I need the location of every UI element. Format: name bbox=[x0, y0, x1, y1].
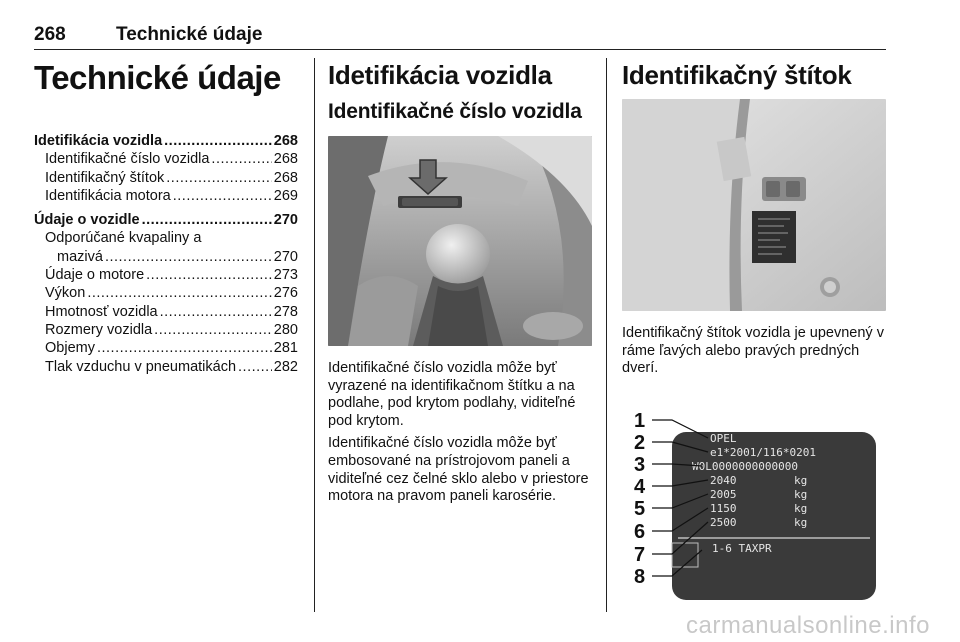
plate-column bbox=[622, 58, 886, 615]
toc-entry-label: Výkon bbox=[45, 285, 86, 302]
callout-number: 6 bbox=[634, 520, 646, 543]
toc-leader-dots bbox=[211, 150, 271, 168]
section-title: Idetifikácia vozidla bbox=[328, 60, 552, 90]
plate-text-line: 2040 bbox=[710, 473, 737, 487]
page-header bbox=[34, 22, 886, 50]
callout-number: 1 bbox=[634, 409, 646, 432]
plate-text-line: kg bbox=[794, 501, 808, 515]
page-number: 268 bbox=[34, 24, 66, 45]
toc-entry-page: 268 bbox=[273, 169, 298, 186]
toc-entry-label: Identifikácia motora bbox=[45, 187, 171, 204]
callout-number: 8 bbox=[634, 565, 646, 588]
toc-entry-label: Objemy bbox=[45, 340, 95, 357]
toc-entry-page: 278 bbox=[273, 303, 298, 320]
toc-leader-dots bbox=[97, 339, 272, 357]
toc-entry-label: Tlak vzduchu v pneumatikách bbox=[45, 358, 237, 375]
toc-entry[interactable] bbox=[34, 358, 298, 376]
toc-entry-page: 276 bbox=[273, 285, 298, 302]
toc-entry[interactable] bbox=[34, 132, 298, 150]
toc-entry-page: 270 bbox=[273, 248, 298, 265]
toc-entry[interactable] bbox=[34, 303, 298, 321]
toc-leader-dots bbox=[173, 187, 272, 205]
toc-leader-dots bbox=[105, 248, 272, 266]
toc-entry-page: 282 bbox=[273, 358, 298, 375]
callout-number: 7 bbox=[634, 543, 646, 566]
toc-entry-page: 280 bbox=[273, 321, 298, 338]
column-divider bbox=[314, 58, 315, 612]
toc-entry[interactable] bbox=[34, 187, 298, 205]
toc-entry[interactable] bbox=[34, 339, 298, 357]
toc-column bbox=[34, 58, 298, 376]
vin-paragraph-2: Identifikačné číslo vozidla môže byť embosované na prístrojovom paneli a viditeľné cez čelné sklo alebo v priestore motora na pravom paneli karosérie. bbox=[328, 435, 589, 505]
toc-entry-page: 270 bbox=[273, 212, 298, 229]
toc-entry-page: 268 bbox=[273, 133, 298, 149]
section-subtitle: Identifikačné číslo vozidla bbox=[328, 100, 582, 123]
callout-number: 3 bbox=[634, 453, 646, 476]
toc-entry[interactable] bbox=[34, 169, 298, 187]
toc-entry-label: Odporúčané kvapaliny a bbox=[45, 230, 202, 247]
door-frame-photo bbox=[622, 99, 886, 311]
toc-entry[interactable] bbox=[34, 284, 298, 302]
gear-shift-photo bbox=[328, 136, 592, 346]
plate-text-line: kg bbox=[794, 487, 808, 501]
toc-entry[interactable] bbox=[34, 150, 298, 168]
toc-leader-dots bbox=[166, 169, 272, 187]
toc-leader-dots bbox=[160, 303, 272, 321]
toc-entry-label: Hmotnosť vozidla bbox=[45, 303, 158, 320]
toc-entry[interactable] bbox=[34, 248, 298, 266]
plate-text-line: 2500 bbox=[710, 515, 737, 529]
plate-text-line: OPEL bbox=[710, 431, 737, 445]
vin-text bbox=[328, 360, 592, 506]
toc-entry[interactable] bbox=[34, 211, 298, 229]
toc-entry-label: Idetifikácia vozidla bbox=[34, 133, 163, 149]
toc-entry-label: Identifikačné číslo vozidla bbox=[45, 151, 210, 168]
plate-paragraph: Identifikačný štítok vozidla je upevnený v ráme ľavých alebo pravých predných dverí. bbox=[622, 325, 884, 377]
plate-diagram bbox=[622, 398, 886, 615]
plate-text-line: 2005 bbox=[710, 487, 737, 501]
callout-number: 5 bbox=[634, 497, 646, 520]
toc-leader-dots bbox=[146, 266, 272, 284]
toc-entry-label: mazivá bbox=[57, 248, 103, 265]
vin-column bbox=[328, 58, 592, 506]
plate-text-line: W0L0000000000000 bbox=[692, 459, 798, 473]
toc-leader-dots bbox=[87, 284, 271, 302]
vin-paragraph-1: Identifikačné číslo vozidla môže byť vyrazené na identifikačnom štítku a na podlahe, pod krytom podlahy, viditeľné pod krytom. bbox=[328, 360, 576, 429]
toc-entry[interactable] bbox=[34, 321, 298, 339]
chapter-title: Technické údaje bbox=[34, 59, 281, 96]
plate-text-line: 1150 bbox=[710, 501, 737, 515]
toc-leader-dots bbox=[142, 211, 272, 229]
plate-text-line: kg bbox=[794, 473, 808, 487]
toc-leader-dots bbox=[154, 321, 272, 339]
toc-entry-page: 268 bbox=[273, 151, 298, 168]
toc-entry-page: 269 bbox=[273, 187, 298, 204]
header-title: Technické údaje bbox=[116, 24, 263, 45]
plate-text-line: kg bbox=[794, 515, 808, 529]
table-of-contents bbox=[34, 132, 298, 376]
toc-leader-dots bbox=[238, 358, 272, 376]
toc-entry-label: Údaje o vozidle bbox=[34, 212, 140, 229]
plate-text-line: 1-6 TAXPR bbox=[712, 541, 772, 555]
toc-leader-dots bbox=[164, 132, 272, 150]
callout-number: 2 bbox=[634, 431, 646, 454]
callout-number: 4 bbox=[634, 475, 646, 498]
toc-entry-label: Rozmery vozidla bbox=[45, 321, 153, 338]
toc-entry[interactable] bbox=[34, 229, 298, 247]
plate-section-title: Identifikačný štítok bbox=[622, 60, 852, 90]
toc-entry-label: Údaje o motore bbox=[45, 267, 145, 284]
toc-entry-page: 281 bbox=[273, 340, 298, 357]
plate-text-line: e1*2001/116*0201 bbox=[710, 445, 816, 459]
column-divider bbox=[606, 58, 607, 612]
toc-entry-label: Identifikačný štítok bbox=[45, 169, 165, 186]
toc-entry[interactable] bbox=[34, 266, 298, 284]
watermark: carmanualsonline.info bbox=[686, 612, 930, 639]
toc-entry-page: 273 bbox=[273, 267, 298, 284]
